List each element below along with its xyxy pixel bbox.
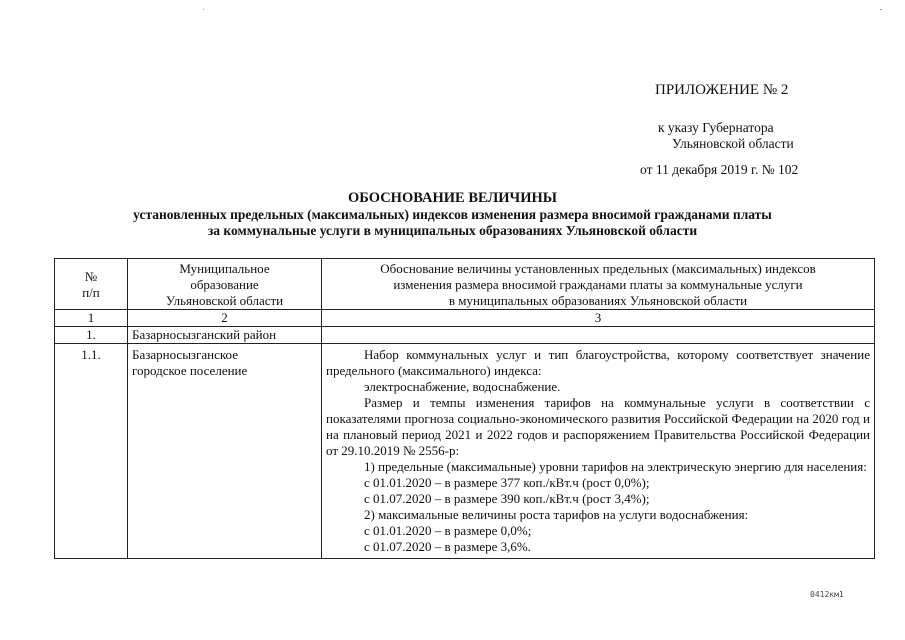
electricity-rate-jul: с 01.07.2020 – в размере 390 коп./кВт.ч (рост 3,4%); — [364, 491, 650, 506]
table-header-row — [55, 259, 875, 310]
header-justification-line: в муниципальных образованиях Ульяновской области — [448, 293, 748, 308]
row-number: 1.1. — [55, 344, 128, 559]
document-subtitle-line-1: установленных предельных (максимальных) индексов изменения размера вносимой гражданами платы — [133, 207, 772, 222]
header-number-abbr: п/п — [82, 285, 100, 300]
district-number: 1. — [55, 327, 128, 344]
district-name: Базарносызганский район — [128, 327, 322, 344]
header-municipality-line: образование — [190, 277, 259, 292]
decree-date: от 11 декабря 2019 г. № 102 — [640, 162, 799, 177]
column-number-row — [55, 310, 875, 327]
district-empty-cell — [322, 327, 875, 344]
document-subtitle-line-2: за коммунальные услуги в муниципальных образованиях Ульяновской области — [207, 223, 698, 238]
header-justification-line: изменения размера вносимой гражданами платы за коммунальные услуги — [393, 277, 803, 292]
electricity-paragraph: 1) предельные (максимальные) уровни тарифов на электрическую энергию для населения: — [364, 459, 867, 474]
water-rate-jan: с 01.01.2020 – в размере 0,0%; — [364, 523, 532, 538]
municipality-name-line: Базарносызганское — [132, 347, 238, 362]
scan-speck — [203, 9, 204, 10]
header-number-sign: № — [84, 269, 98, 284]
tariffs-paragraph: Размер и темпы изменения тарифов на коммунальные услуги в соответствии с показателями прогноза социально-экономического развития Российской Федерации на 2020 год и на плановый период 2021 и 2022 годов и распоряжением Правительства Российской Федерации от 29.10.2019 № 2556-р: — [326, 395, 870, 458]
justification-table — [54, 258, 875, 559]
header-number — [55, 259, 128, 310]
header-municipality-line: Ульяновской области — [165, 293, 284, 308]
header-justification — [322, 259, 875, 310]
document-code-stamp: 0412км1 — [810, 590, 844, 599]
justification-text — [322, 344, 875, 559]
decree-region: Ульяновской области — [672, 136, 794, 151]
services-paragraph: Набор коммунальных услуг и тип благоустройства, которому соответствует значение предельного (максимального) индекса: — [326, 347, 870, 378]
column-number: 3 — [322, 310, 875, 327]
appendix-label: ПРИЛОЖЕНИЕ № 2 — [655, 82, 789, 98]
district-row — [55, 327, 875, 344]
scan-speck — [880, 9, 882, 10]
decree-reference: к указу Губернатора — [658, 120, 774, 135]
services-list: электроснабжение, водоснабжение. — [364, 379, 561, 394]
water-rate-jul: с 01.07.2020 – в размере 3,6%. — [364, 539, 531, 554]
header-justification-line: Обоснование величины установленных предельных (максимальных) индексов — [380, 261, 816, 276]
water-paragraph: 2) максимальные величины роста тарифов на услуги водоснабжения: — [364, 507, 749, 522]
municipality-name-line: городское поселение — [132, 363, 248, 378]
municipality-name — [128, 344, 322, 559]
document-title: ОБОСНОВАНИЕ ВЕЛИЧИНЫ — [347, 190, 557, 206]
table-row — [55, 344, 875, 559]
header-municipality-line: Муниципальное — [179, 261, 270, 276]
column-number: 1 — [55, 310, 128, 327]
header-municipality — [128, 259, 322, 310]
column-number: 2 — [128, 310, 322, 327]
electricity-rate-jan: с 01.01.2020 – в размере 377 коп./кВт.ч (рост 0,0%); — [364, 475, 650, 490]
